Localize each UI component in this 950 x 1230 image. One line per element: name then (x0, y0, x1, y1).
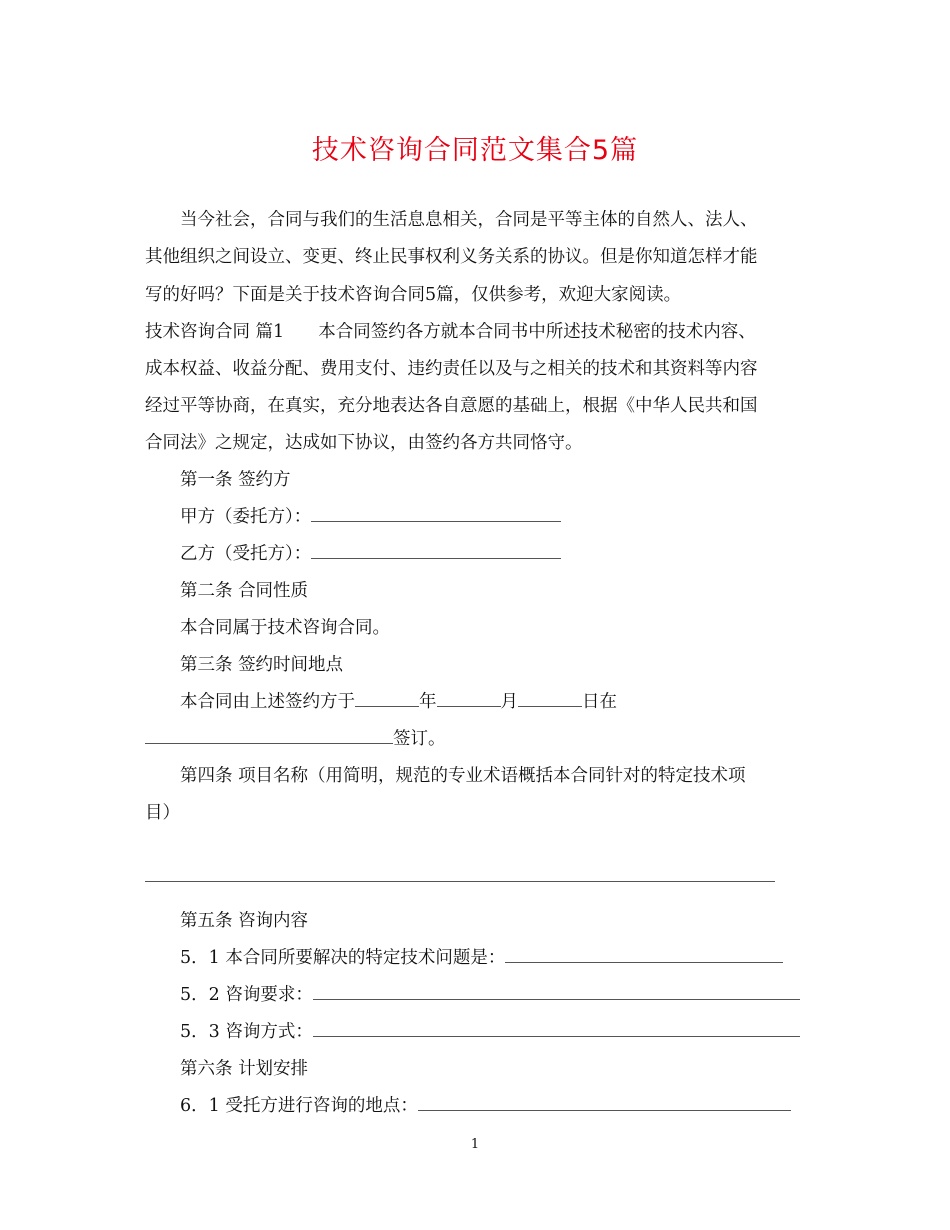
section-label: 技术咨询合同 篇1 (145, 322, 285, 342)
article-6-heading: 第六条 计划安排 (180, 1059, 309, 1079)
party-b-blank[interactable] (311, 542, 561, 559)
item-5-3-label: 5．3 咨询方式： (180, 1022, 313, 1042)
intro-line-1: 当今社会，合同与我们的生活息息相关，合同是平等主体的自然人、法人、 (180, 210, 758, 230)
article-5-heading: 第五条 咨询内容 (180, 911, 309, 931)
item-5-2-blank[interactable] (313, 983, 800, 1000)
article-2-heading: 第二条 合同性质 (180, 581, 309, 601)
body-line-4: 合同法》之规定，达成如下协议，由签约各方共同恪守。 (145, 433, 583, 453)
year-blank[interactable] (355, 690, 419, 707)
party-a-blank[interactable] (311, 505, 561, 522)
day-blank[interactable] (518, 690, 582, 707)
item-5-3-row (180, 1020, 800, 1044)
intro-line-3: 写的好吗？下面是关于技术咨询合同5篇，仅供参考，欢迎大家阅读。 (145, 285, 682, 305)
day-label: 日在 (582, 692, 617, 712)
month-label: 月 (500, 692, 518, 712)
article-3-heading: 第三条 签约时间地点 (180, 655, 344, 675)
party-b-label: 乙方（受托方）： (180, 544, 312, 564)
body-line-3: 经过平等协商，在真实，充分地表达各自意愿的基础上，根据《中华人民共和国 (145, 396, 758, 416)
body-line-1: 本合同签约各方就本合同书中所述技术秘密的技术内容、 (318, 322, 756, 342)
year-label: 年 (419, 692, 437, 712)
item-5-1-label: 5．1 本合同所要解决的特定技术问题是： (180, 948, 506, 968)
item-5-2-label: 5．2 咨询要求： (180, 985, 313, 1005)
article-2-text: 本合同属于技术咨询合同。 (180, 618, 390, 638)
item-5-2-row (180, 983, 800, 1007)
item-6-1-label: 6．1 受托方进行咨询的地点： (180, 1096, 418, 1116)
item-5-3-blank[interactable] (313, 1020, 800, 1037)
month-blank[interactable] (437, 690, 501, 707)
item-5-1-row (180, 946, 783, 970)
item-6-1-row (180, 1094, 791, 1118)
place-blank[interactable] (145, 727, 393, 744)
section-heading-line (145, 320, 756, 344)
article-4-heading-cont: 目） (145, 803, 180, 823)
date-prefix: 本合同由上述签约方于 (180, 692, 355, 712)
document-title: 技术咨询合同范文集合5篇 (311, 135, 639, 166)
signed-label: 签订。 (393, 729, 446, 749)
item-6-1-blank[interactable] (418, 1094, 791, 1111)
place-row (145, 727, 446, 751)
party-a-row (180, 505, 561, 529)
article-4-heading: 第四条 项目名称（用简明，规范的专业术语概括本合同针对的特定技术项 (180, 766, 746, 786)
body-line-2: 成本权益、收益分配、费用支付、违约责任以及与之相关的技术和其资料等内容 (145, 359, 758, 379)
party-a-label: 甲方（委托方）： (180, 507, 312, 527)
date-row (180, 690, 617, 714)
article-1-heading: 第一条 签约方 (180, 470, 291, 490)
item-5-1-blank[interactable] (505, 946, 783, 963)
project-name-blank[interactable] (145, 881, 775, 882)
intro-line-2: 其他组织之间设立、变更、终止民事权利义务关系的协议。但是你知道怎样才能 (145, 247, 758, 267)
page-number: 1 (470, 1137, 480, 1152)
party-b-row (180, 542, 561, 566)
